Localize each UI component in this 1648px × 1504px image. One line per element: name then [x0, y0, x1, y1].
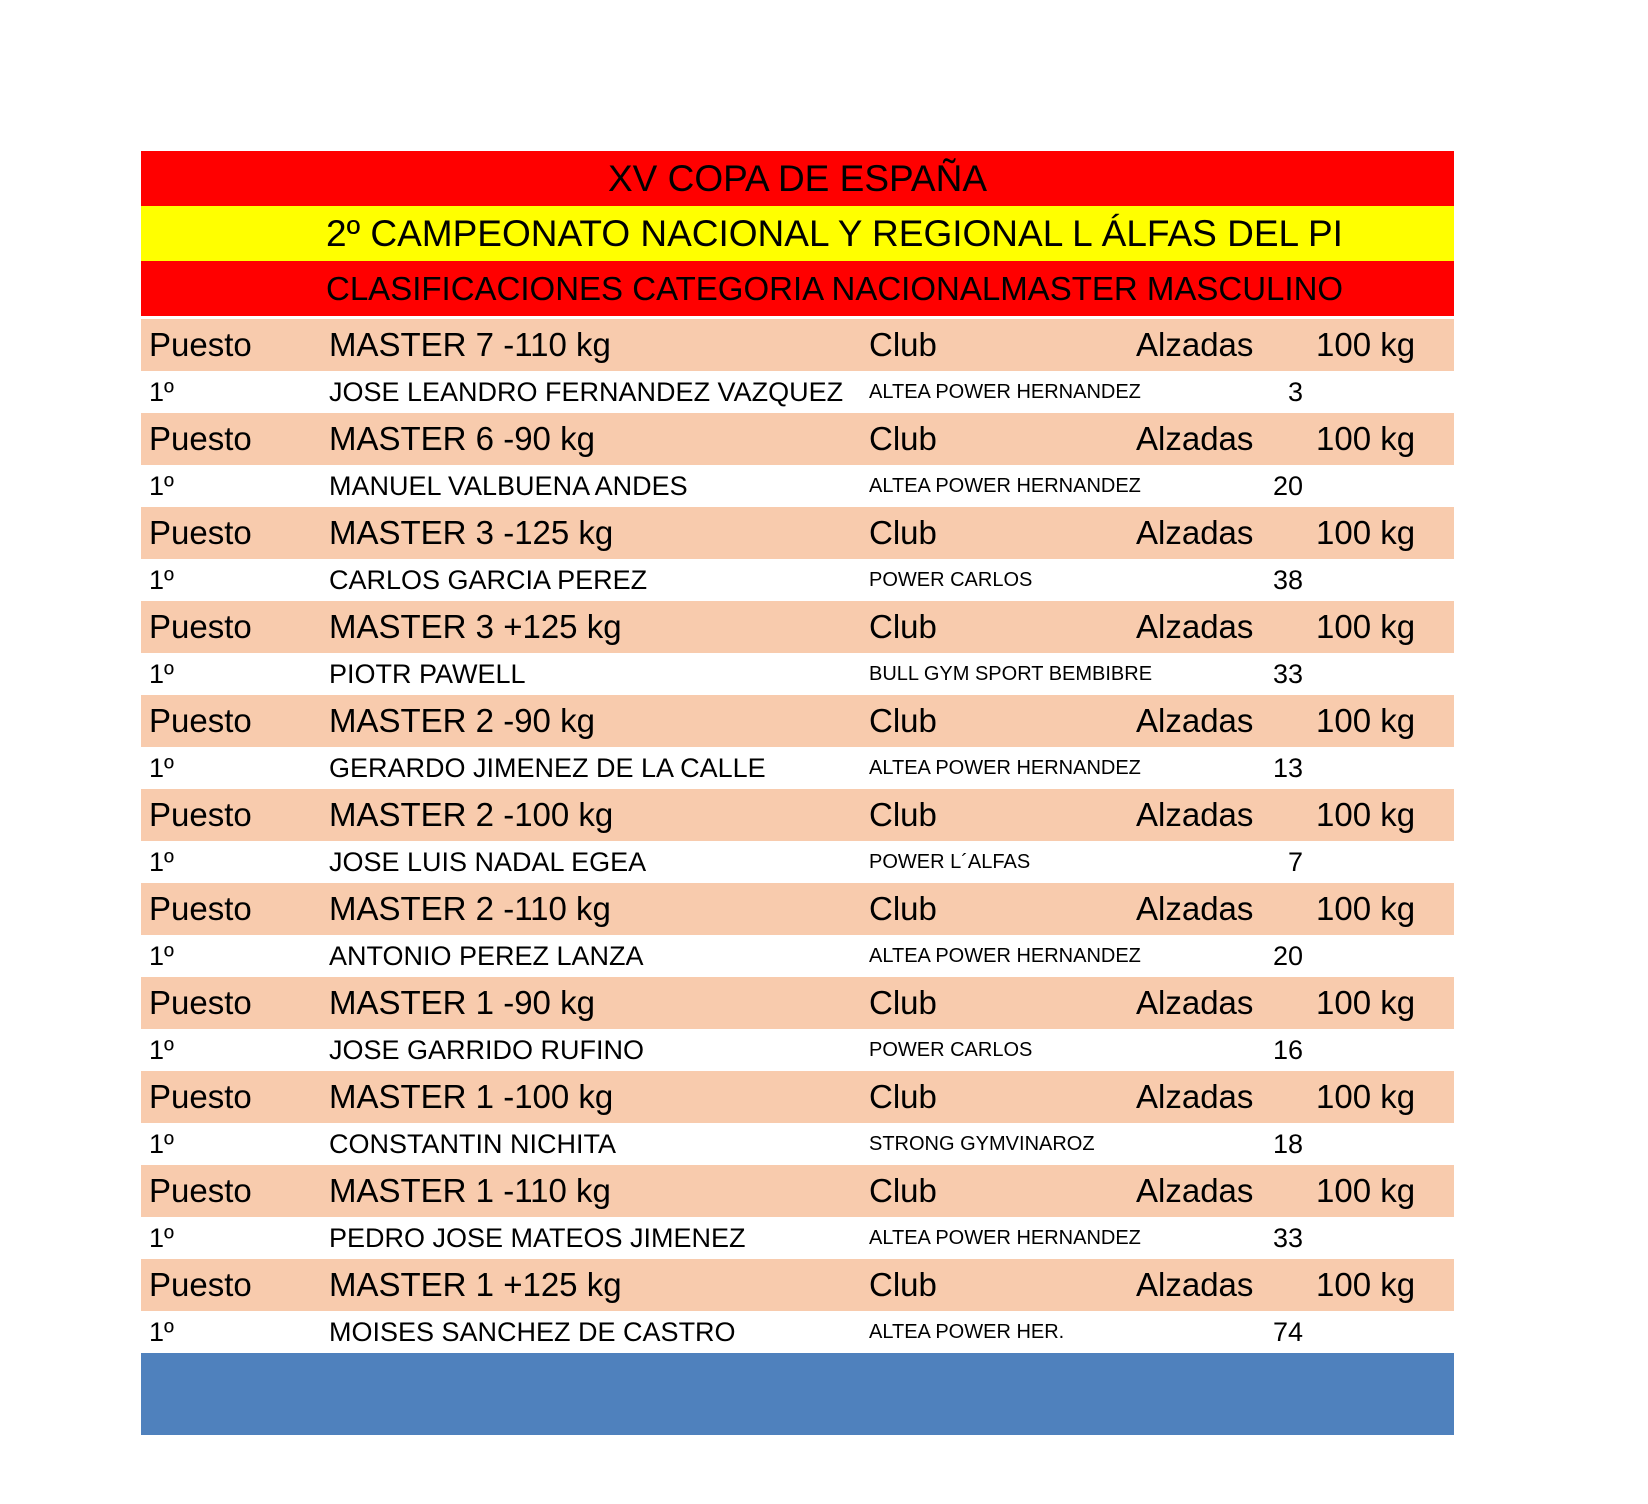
category-header-row [141, 316, 1454, 371]
category-header-row [141, 974, 1454, 1029]
athlete-name: PEDRO JOSE MATEOS JIMENEZ [329, 1223, 746, 1253]
athlete-row [141, 1029, 1454, 1068]
puesto-header: Puesto [149, 702, 252, 739]
puesto-header: Puesto [149, 984, 252, 1021]
club-header: Club [869, 326, 937, 363]
athlete-place: 1º [149, 941, 174, 971]
alzadas-header: Alzadas [1136, 608, 1254, 645]
alzadas-header: Alzadas [1136, 420, 1254, 457]
category-header-row [141, 692, 1454, 747]
puesto-header: Puesto [149, 608, 252, 645]
category-header-row [141, 880, 1454, 935]
club-header: Club [869, 984, 937, 1021]
weight-header: 100 kg [1316, 1078, 1416, 1115]
athlete-place: 1º [149, 1035, 174, 1065]
puesto-header: Puesto [149, 1172, 252, 1209]
athlete-club: ALTEA POWER HERNANDEZ [869, 381, 1141, 403]
alzadas-header: Alzadas [1136, 1172, 1254, 1209]
athlete-row [141, 1217, 1454, 1256]
club-header: Club [869, 890, 937, 927]
results-table [141, 316, 1454, 1350]
puesto-header: Puesto [149, 420, 252, 457]
category-name: MASTER 1 -90 kg [329, 984, 595, 1021]
athlete-lifts: 20 [1272, 471, 1303, 501]
category-name: MASTER 3 +125 kg [329, 608, 622, 645]
athlete-name: PIOTR PAWELL [329, 659, 526, 689]
section-title: CLASIFICACIONES CATEGORIA NACIONALMASTER MASCULINO [141, 261, 1454, 316]
club-header: Club [869, 702, 937, 739]
weight-header: 100 kg [1316, 890, 1416, 927]
weight-header: 100 kg [1316, 608, 1416, 645]
category-name: MASTER 2 -100 kg [329, 796, 614, 833]
athlete-place: 1º [149, 565, 174, 595]
athlete-name: MANUEL VALBUENA ANDES [329, 471, 688, 501]
category-name: MASTER 7 -110 kg [329, 326, 611, 363]
category-name: MASTER 3 -125 kg [329, 514, 614, 551]
alzadas-header: Alzadas [1136, 514, 1254, 551]
athlete-club: POWER L´ALFAS [869, 851, 1031, 873]
athlete-lifts: 33 [1272, 659, 1303, 689]
category-name: MASTER 2 -110 kg [329, 890, 611, 927]
athlete-lifts: 33 [1272, 1223, 1303, 1253]
athlete-club: BULL GYM SPORT BEMBIBRE [869, 663, 1153, 685]
athlete-lifts: 3 [1287, 377, 1303, 407]
athlete-row [141, 1123, 1454, 1162]
athlete-name: GERARDO JIMENEZ DE LA CALLE [329, 753, 766, 783]
results-sheet [141, 151, 1454, 1435]
category-name: MASTER 1 -110 kg [329, 1172, 611, 1209]
athlete-name: CONSTANTIN NICHITA [329, 1129, 616, 1159]
athlete-place: 1º [149, 377, 174, 407]
club-header: Club [869, 1266, 937, 1303]
athlete-club: ALTEA POWER HERNANDEZ [869, 945, 1141, 967]
category-header-row [141, 786, 1454, 841]
footer-bar [141, 1353, 1454, 1435]
athlete-club: POWER CARLOS [869, 569, 1033, 591]
puesto-header: Puesto [149, 1078, 252, 1115]
athlete-row [141, 465, 1454, 504]
club-header: Club [869, 796, 937, 833]
athlete-row [141, 371, 1454, 410]
athlete-club: ALTEA POWER HERNANDEZ [869, 475, 1141, 497]
athlete-row [141, 1311, 1454, 1350]
athlete-row [141, 653, 1454, 692]
athlete-lifts: 16 [1272, 1035, 1303, 1065]
category-header-row [141, 1162, 1454, 1217]
category-name: MASTER 2 -90 kg [329, 702, 595, 739]
category-name: MASTER 1 -100 kg [329, 1078, 614, 1115]
alzadas-header: Alzadas [1136, 890, 1254, 927]
athlete-row [141, 559, 1454, 598]
alzadas-header: Alzadas [1136, 702, 1254, 739]
puesto-header: Puesto [149, 890, 252, 927]
athlete-place: 1º [149, 659, 174, 689]
athlete-lifts: 7 [1287, 847, 1303, 877]
alzadas-header: Alzadas [1136, 326, 1254, 363]
category-name: MASTER 6 -90 kg [329, 420, 595, 457]
athlete-row [141, 747, 1454, 786]
athlete-lifts: 13 [1272, 753, 1303, 783]
category-header-row [141, 410, 1454, 465]
club-header: Club [869, 608, 937, 645]
club-header: Club [869, 514, 937, 551]
athlete-place: 1º [149, 847, 174, 877]
athlete-lifts: 74 [1272, 1317, 1303, 1347]
alzadas-header: Alzadas [1136, 984, 1254, 1021]
athlete-place: 1º [149, 1317, 174, 1347]
athlete-club: POWER CARLOS [869, 1039, 1033, 1061]
athlete-name: CARLOS GARCIA PEREZ [329, 565, 648, 595]
athlete-name: JOSE LEANDRO FERNANDEZ VAZQUEZ [329, 377, 844, 407]
event-title: XV COPA DE ESPAÑA [141, 151, 1454, 206]
category-header-row [141, 1068, 1454, 1123]
athlete-name: JOSE GARRIDO RUFINO [329, 1035, 645, 1065]
athlete-name: JOSE LUIS NADAL EGEA [329, 847, 647, 877]
club-header: Club [869, 420, 937, 457]
category-header-row [141, 504, 1454, 559]
club-header: Club [869, 1172, 937, 1209]
athlete-name: ANTONIO PEREZ LANZA [329, 941, 644, 971]
event-subtitle: 2º CAMPEONATO NACIONAL Y REGIONAL L ÁLFAS DEL PI [141, 206, 1454, 261]
athlete-lifts: 20 [1272, 941, 1303, 971]
weight-header: 100 kg [1316, 1172, 1416, 1209]
puesto-header: Puesto [149, 796, 252, 833]
athlete-club: ALTEA POWER HERNANDEZ [869, 757, 1141, 779]
alzadas-header: Alzadas [1136, 1266, 1254, 1303]
puesto-header: Puesto [149, 1266, 252, 1303]
weight-header: 100 kg [1316, 514, 1416, 551]
athlete-place: 1º [149, 1223, 174, 1253]
weight-header: 100 kg [1316, 326, 1416, 363]
athlete-club: STRONG GYMVINAROZ [869, 1133, 1095, 1155]
category-header-row [141, 598, 1454, 653]
alzadas-header: Alzadas [1136, 1078, 1254, 1115]
club-header: Club [869, 1078, 937, 1115]
weight-header: 100 kg [1316, 796, 1416, 833]
athlete-club: ALTEA POWER HERNANDEZ [869, 1227, 1141, 1249]
athlete-club: ALTEA POWER HER. [869, 1321, 1065, 1343]
athlete-row [141, 841, 1454, 880]
athlete-name: MOISES SANCHEZ DE CASTRO [329, 1317, 736, 1347]
athlete-row [141, 935, 1454, 974]
athlete-place: 1º [149, 471, 174, 501]
athlete-place: 1º [149, 753, 174, 783]
athlete-place: 1º [149, 1129, 174, 1159]
weight-header: 100 kg [1316, 420, 1416, 457]
weight-header: 100 kg [1316, 1266, 1416, 1303]
athlete-lifts: 18 [1272, 1129, 1303, 1159]
category-name: MASTER 1 +125 kg [329, 1266, 622, 1303]
puesto-header: Puesto [149, 326, 252, 363]
alzadas-header: Alzadas [1136, 796, 1254, 833]
puesto-header: Puesto [149, 514, 252, 551]
weight-header: 100 kg [1316, 702, 1416, 739]
athlete-lifts: 38 [1272, 565, 1303, 595]
category-header-row [141, 1256, 1454, 1311]
weight-header: 100 kg [1316, 984, 1416, 1021]
